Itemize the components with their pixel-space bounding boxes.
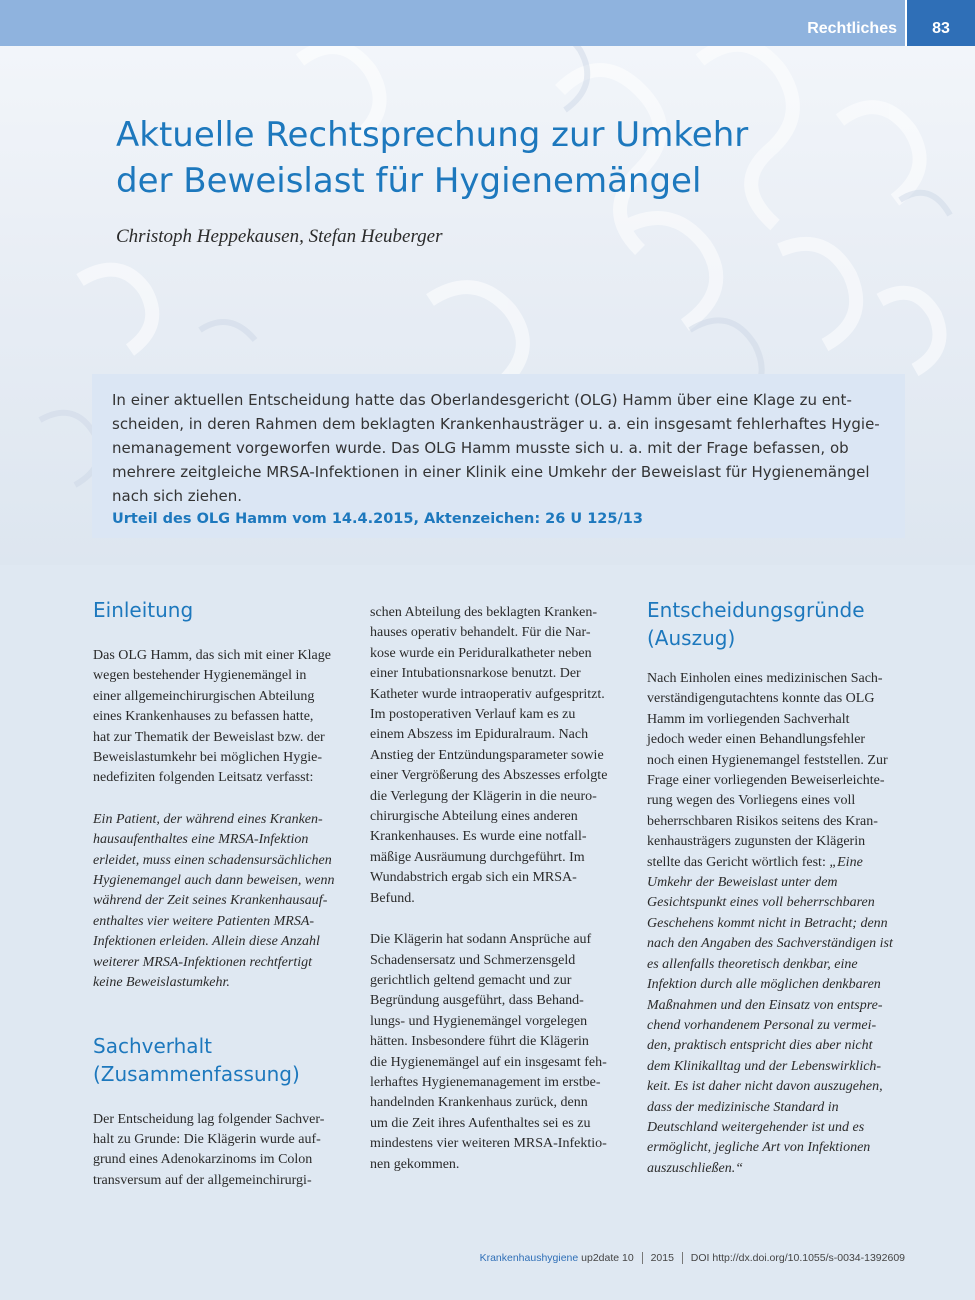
leitsatz-quote	[93, 810, 351, 994]
text-line: Wundabstrich ergab sich ein MRSA-	[370, 870, 577, 886]
text-line: einem Abszess im Epiduralraum. Nach	[370, 727, 589, 743]
text-line: stellte das Gericht wörtlich fest:	[647, 854, 830, 870]
column-2	[370, 603, 632, 1175]
text-line: es allenfalls theoretisch denkbar, eine	[647, 956, 858, 972]
title-line-2: der Beweislast für Hygienemängel	[116, 161, 702, 201]
text-line: lungs- und Hygienemängel vorgelegen	[370, 1013, 588, 1029]
text-line: eines Krankenhauses zu befassen hatte,	[93, 709, 314, 725]
authors: Christoph Heppekausen, Stefan Heuberger	[116, 226, 443, 247]
abstract-text	[112, 388, 885, 508]
text-line: gerichtlich geltend gemacht und zur	[370, 972, 572, 988]
text-line: keit. Es ist daher nicht davon auszugehen,	[647, 1079, 883, 1095]
heading-sachverhalt	[93, 1032, 351, 1088]
heading-line: (Zusammenfassung)	[93, 1061, 300, 1086]
text-line: wegen bestehender Hygienemängel in	[93, 668, 307, 684]
journal-name: Krankenhaushygiene	[479, 1252, 579, 1264]
text-line: Gesichtspunkt eines voll beherrschbaren	[647, 895, 875, 911]
text-line: Frage einer vorliegenden Beweiserleichte-	[647, 773, 885, 789]
claims-paragraph	[370, 930, 632, 1175]
text-line: chend vorhandenem Personal zu vermei-	[647, 1017, 877, 1033]
text-line: Katheter wurde intraoperativ aufgespritzt.	[370, 686, 605, 702]
court-quote	[647, 875, 893, 1176]
text-line: Maßnahmen und den Einsatz von entspre-	[647, 997, 883, 1013]
text-line: transversum auf der allgemeinchirurgi-	[93, 1172, 312, 1188]
text-line: Hygienemangel auch dann beweisen, wenn	[93, 873, 335, 889]
column-1	[93, 596, 351, 1191]
heading-line: Sachverhalt	[93, 1033, 212, 1058]
text-line: Begründung ausgeführt, dass Behand-	[370, 993, 584, 1009]
abstract-box	[92, 374, 905, 538]
title-line-1: Aktuelle Rechtsprechung zur Umkehr	[116, 115, 749, 155]
heading-line: (Auszug)	[647, 626, 736, 650]
text-line: Im postoperativen Verlauf kam es zu	[370, 707, 576, 723]
text-line: jedoch weder einen Behandlungsfehler	[647, 732, 866, 748]
text-line: weiterer MRSA-Infektionen rechtfertigt	[93, 954, 313, 970]
reasons-paragraph	[647, 669, 909, 1179]
text-line: kose wurde ein Periduralkatheter neben	[370, 645, 592, 661]
intro-paragraph	[93, 646, 351, 789]
text-line: den, praktisch entspricht dies aber nicht	[647, 1038, 873, 1054]
text-line: Infektionen erleiden. Allein diese Anzahl	[93, 934, 320, 950]
page-number-box	[905, 0, 975, 46]
facts-paragraph	[93, 1110, 351, 1192]
abstract-line: scheiden, in deren Rahmen dem beklagten Krankenhausträger u. a. ein insgesamt fehlerhaftes Hygie-	[112, 415, 880, 433]
text-line: Schadensersatz und Schmerzensgeld	[370, 952, 576, 968]
text-line: hätten. Insbesondere führt die Klägerin	[370, 1034, 589, 1050]
text-line: dem Klinikalltag und der Lebenswirklich-	[647, 1058, 882, 1074]
text-line: mindestens vier weiteren MRSA-Infektio-	[370, 1136, 607, 1152]
text-line: enthaltes vier weitere Patienten MRSA-	[93, 913, 315, 929]
text-line: Geschehens kommt nicht in Betracht; denn	[647, 915, 888, 931]
heading-entscheidungsgruende	[647, 596, 909, 652]
footer-divider	[642, 1252, 643, 1264]
page-footer	[480, 1252, 905, 1264]
text-line: nach den Angaben des Sachverständigen ist	[647, 936, 893, 952]
abstract-line: mehrere zeitgleiche MRSA-Infektionen in einer Klinik eine Umkehr der Beweislast für Hygienemängel	[112, 463, 870, 481]
text-line: Beweislastumkehr bei möglichen Hygie-	[93, 750, 322, 766]
text-line: um die Zeit ihres Aufenthaltes sei es zu	[370, 1115, 591, 1131]
text-line: erleidet, muss einen schadensursächlichen	[93, 852, 332, 868]
text-line: schen Abteilung des beklagten Kranken-	[370, 605, 598, 620]
text-line: kenhausträgers zugunsten der Klägerin	[647, 834, 866, 850]
text-line: hauses operativ behandelt. Für die Nar-	[370, 625, 591, 641]
text-line: hausaufenthaltes eine MRSA-Infektion	[93, 832, 309, 848]
text-line: einer allgemeinchirurgischen Abteilung	[93, 688, 315, 704]
page-number: 83	[932, 20, 950, 37]
text-line: rung wegen des Vorliegens eines voll	[647, 793, 856, 809]
text-line: handelnden Krankenhaus zurück, denn	[370, 1095, 588, 1111]
facts-continued-paragraph	[370, 603, 632, 909]
text-line: keine Beweislastumkehr.	[93, 975, 230, 991]
text-line: Nach Einholen eines medizinischen Sach-	[647, 671, 883, 686]
text-line: lerhaftes Hygienemanagement im erstbe-	[370, 1074, 601, 1090]
section-label: Rechtliches	[807, 20, 897, 37]
abstract-line: nach sich ziehen.	[112, 487, 243, 505]
text-line: Umkehr der Beweislast unter dem	[647, 875, 838, 891]
text-line: Die Klägerin hat sodann Ansprüche auf	[370, 932, 592, 948]
header-bar	[0, 0, 975, 46]
text-line: dass der medizinische Standard in	[647, 1099, 839, 1115]
text-line: halt zu Grunde: Die Klägerin wurde auf-	[93, 1131, 321, 1147]
text-line: einer Vergrößerung des Abszesses erfolgte	[370, 768, 608, 784]
text-line: nen gekommen.	[370, 1156, 460, 1172]
text-line: verständigengutachtens konnte das OLG	[647, 691, 875, 707]
text-line: Befund.	[370, 890, 415, 906]
footer-doi: DOI http://dx.doi.org/10.1055/s-0034-1392609	[690, 1252, 905, 1264]
text-line: die Verlegung der Klägerin in die neuro-	[370, 788, 597, 804]
abstract-line: In einer aktuellen Entscheidung hatte das Oberlandesgericht (OLG) Hamm über eine Klage zu ent-	[112, 391, 852, 409]
footer-year: 2015	[650, 1252, 674, 1264]
text-line: nedefiziten folgenden Leitsatz verfasst:	[93, 770, 314, 786]
text-line: Das OLG Hamm, das sich mit einer Klage	[93, 648, 331, 663]
footer-divider	[682, 1252, 683, 1264]
text-line: grund eines Adenokarzinoms im Colon	[93, 1152, 313, 1168]
text-line: mäßige Ausräumung durchgeführt. Im	[370, 849, 585, 865]
text-line: Ein Patient, der während eines Kranken-	[93, 811, 323, 827]
text-line: Krankenhauses. Es wurde eine notfall-	[370, 829, 587, 845]
heading-einleitung: Einleitung	[93, 598, 194, 622]
text-line: Deutschland weitergehender ist und es	[647, 1119, 865, 1135]
text-line: auszuschließen.“	[647, 1160, 744, 1176]
text-line: noch einen Hygienemangel feststellen. Zur	[647, 752, 888, 768]
text-line: ermöglicht, jegliche Art von Infektionen	[647, 1140, 871, 1156]
journal-issue: up2date 10	[581, 1252, 634, 1264]
article-title	[116, 112, 916, 204]
case-reference: Urteil des OLG Hamm vom 14.4.2015, Aktenzeichen: 26 U 125/13	[112, 511, 643, 527]
heading-line: Entscheidungsgründe	[647, 598, 865, 622]
text-line: einer Intubationsnarkose benutzt. Der	[370, 666, 581, 682]
text-line: während der Zeit seines Krankenhausauf-	[93, 893, 328, 909]
column-3	[647, 596, 909, 1179]
abstract-line: nemanagement vorgeworfen wurde. Das OLG Hamm musste sich u. a. mit der Frage befassen, ob	[112, 439, 849, 457]
text-line: die Hygienemängel auf ein insgesamt feh-	[370, 1054, 607, 1070]
text-line: Infektion durch alle möglichen denkbaren	[647, 977, 881, 993]
text-line: Anstieg der Entzündungsparameter sowie	[370, 747, 604, 763]
text-line: hat zur Thematik der Beweislast bzw. der	[93, 729, 325, 745]
text-line: chirurgische Abteilung eines anderen	[370, 809, 578, 825]
text-line: beherrschbaren Risikos seitens des Kran-	[647, 813, 878, 829]
quote-start: „Eine	[829, 854, 863, 870]
text-line: Hamm im vorliegenden Sachverhalt	[647, 711, 850, 727]
text-line: Der Entscheidung lag folgender Sachver-	[93, 1111, 325, 1127]
